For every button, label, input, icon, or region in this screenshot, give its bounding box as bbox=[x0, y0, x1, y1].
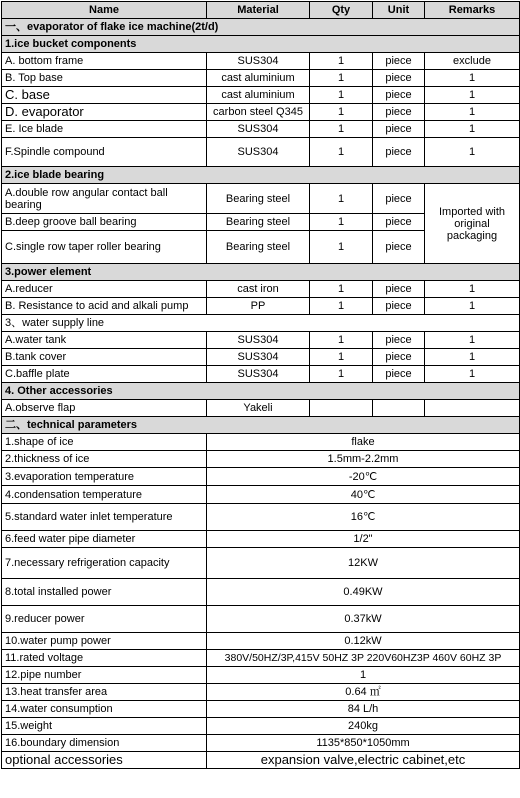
cell-qty: 1 bbox=[310, 332, 373, 349]
cell-qty: 1 bbox=[310, 70, 373, 87]
cell-remarks: 1 bbox=[425, 138, 520, 167]
table-row bbox=[2, 87, 520, 104]
cell-material: SUS304 bbox=[207, 138, 310, 167]
cell-material: Bearing steel bbox=[207, 231, 310, 264]
cell-remarks: 1 bbox=[425, 332, 520, 349]
cell-name: C.single row taper roller bearing bbox=[2, 231, 207, 264]
cell-material: SUS304 bbox=[207, 349, 310, 366]
cell-remarks: 1 bbox=[425, 70, 520, 87]
cell-name: C. base bbox=[2, 87, 207, 104]
cell-name: B.tank cover bbox=[2, 349, 207, 366]
cell-material: Bearing steel bbox=[207, 184, 310, 214]
cell-unit: piece bbox=[373, 138, 425, 167]
cell-remarks: 1 bbox=[425, 298, 520, 315]
table-row bbox=[2, 184, 520, 214]
param-value: -20℃ bbox=[207, 468, 520, 486]
cell-name: D. evaporator bbox=[2, 104, 207, 121]
section-title: 一、evaporator of flake ice machine(2t/d) bbox=[2, 19, 520, 36]
cell-unit: piece bbox=[373, 53, 425, 70]
cell-qty: 1 bbox=[310, 214, 373, 231]
optional-value: expansion valve,electric cabinet,etc bbox=[207, 752, 520, 769]
table-row bbox=[2, 121, 520, 138]
cell-qty: 1 bbox=[310, 366, 373, 383]
cell-unit: piece bbox=[373, 281, 425, 298]
cell-unit: piece bbox=[373, 231, 425, 264]
param-row bbox=[2, 486, 520, 504]
param-name: 11.rated voltage bbox=[2, 650, 207, 667]
cell-remarks: 1 bbox=[425, 121, 520, 138]
param-value: 0.37kW bbox=[207, 606, 520, 633]
param-value: 0.64 ㎡ bbox=[207, 684, 520, 701]
cell-material: PP bbox=[207, 298, 310, 315]
param-name: 13.heat transfer area bbox=[2, 684, 207, 701]
param-name: 8.total installed power bbox=[2, 579, 207, 606]
cell-qty: 1 bbox=[310, 184, 373, 214]
cell-unit: piece bbox=[373, 104, 425, 121]
param-name: 4.condensation temperature bbox=[2, 486, 207, 504]
cell-material: carbon steel Q345 bbox=[207, 104, 310, 121]
param-value: 240kg bbox=[207, 718, 520, 735]
cell-remarks-merged: Imported with original packaging bbox=[425, 184, 520, 264]
param-name: 3.evaporation temperature bbox=[2, 468, 207, 486]
cell-qty: 1 bbox=[310, 281, 373, 298]
section-title: 3、water supply line bbox=[2, 315, 520, 332]
cell-qty: 1 bbox=[310, 298, 373, 315]
param-name: 9.reducer power bbox=[2, 606, 207, 633]
param-value: 0.49KW bbox=[207, 579, 520, 606]
cell-unit: piece bbox=[373, 214, 425, 231]
section-row bbox=[2, 167, 520, 184]
table-row bbox=[2, 70, 520, 87]
cell-remarks bbox=[425, 400, 520, 417]
cell-unit: piece bbox=[373, 332, 425, 349]
cell-unit bbox=[373, 400, 425, 417]
param-row bbox=[2, 531, 520, 548]
param-row bbox=[2, 579, 520, 606]
section-row bbox=[2, 383, 520, 400]
cell-qty: 1 bbox=[310, 121, 373, 138]
table-row bbox=[2, 281, 520, 298]
param-name: 16.boundary dimension bbox=[2, 735, 207, 752]
header-remarks: Remarks bbox=[425, 2, 520, 19]
table-row bbox=[2, 332, 520, 349]
param-row bbox=[2, 701, 520, 718]
cell-remarks: 1 bbox=[425, 366, 520, 383]
param-value: flake bbox=[207, 434, 520, 451]
param-name: 15.weight bbox=[2, 718, 207, 735]
section-row bbox=[2, 417, 520, 434]
cell-qty: 1 bbox=[310, 231, 373, 264]
cell-unit: piece bbox=[373, 87, 425, 104]
cell-unit: piece bbox=[373, 366, 425, 383]
optional-name: optional accessories bbox=[2, 752, 207, 769]
cell-remarks: 1 bbox=[425, 104, 520, 121]
cell-material: cast aluminium bbox=[207, 70, 310, 87]
cell-unit: piece bbox=[373, 298, 425, 315]
param-row bbox=[2, 735, 520, 752]
param-name: 6.feed water pipe diameter bbox=[2, 531, 207, 548]
param-name: 1.shape of ice bbox=[2, 434, 207, 451]
param-row bbox=[2, 468, 520, 486]
param-row bbox=[2, 633, 520, 650]
param-row bbox=[2, 718, 520, 735]
cell-unit: piece bbox=[373, 184, 425, 214]
param-value: 84 L/h bbox=[207, 701, 520, 718]
param-row bbox=[2, 548, 520, 579]
cell-name: B.deep groove ball bearing bbox=[2, 214, 207, 231]
param-value: 1/2" bbox=[207, 531, 520, 548]
section-title: 二、technical parameters bbox=[2, 417, 520, 434]
section-title: 3.power element bbox=[2, 264, 520, 281]
cell-name: B. Resistance to acid and alkali pump bbox=[2, 298, 207, 315]
cell-unit: piece bbox=[373, 349, 425, 366]
param-value: 1135*850*1050mm bbox=[207, 735, 520, 752]
cell-material: SUS304 bbox=[207, 366, 310, 383]
cell-material: cast iron bbox=[207, 281, 310, 298]
optional-row bbox=[2, 752, 520, 769]
section-title: 1.ice bucket components bbox=[2, 36, 520, 53]
param-value: 12KW bbox=[207, 548, 520, 579]
table-row bbox=[2, 104, 520, 121]
section-title: 4. Other accessories bbox=[2, 383, 520, 400]
table-row bbox=[2, 349, 520, 366]
section-title: 2.ice blade bearing bbox=[2, 167, 520, 184]
cell-remarks: 1 bbox=[425, 349, 520, 366]
cell-name: A.water tank bbox=[2, 332, 207, 349]
param-name: 12.pipe number bbox=[2, 667, 207, 684]
param-row bbox=[2, 667, 520, 684]
cell-name: A.reducer bbox=[2, 281, 207, 298]
param-row bbox=[2, 650, 520, 667]
header-material: Material bbox=[207, 2, 310, 19]
param-value: 40℃ bbox=[207, 486, 520, 504]
cell-qty: 1 bbox=[310, 87, 373, 104]
cell-qty: 1 bbox=[310, 349, 373, 366]
cell-qty: 1 bbox=[310, 138, 373, 167]
cell-name: E. Ice blade bbox=[2, 121, 207, 138]
param-name: 10.water pump power bbox=[2, 633, 207, 650]
table-row bbox=[2, 298, 520, 315]
header-row bbox=[2, 2, 520, 19]
param-value: 16℃ bbox=[207, 504, 520, 531]
cell-name: A. bottom frame bbox=[2, 53, 207, 70]
cell-name: F.Spindle compound bbox=[2, 138, 207, 167]
param-value: 1 bbox=[207, 667, 520, 684]
cell-remarks: 1 bbox=[425, 281, 520, 298]
cell-material: SUS304 bbox=[207, 121, 310, 138]
cell-material: SUS304 bbox=[207, 53, 310, 70]
cell-material: Bearing steel bbox=[207, 214, 310, 231]
cell-qty: 1 bbox=[310, 104, 373, 121]
cell-remarks: 1 bbox=[425, 87, 520, 104]
param-value: 1.5mm-2.2mm bbox=[207, 451, 520, 468]
param-name: 7.necessary refrigeration capacity bbox=[2, 548, 207, 579]
param-row bbox=[2, 434, 520, 451]
header-name: Name bbox=[2, 2, 207, 19]
header-unit: Unit bbox=[373, 2, 425, 19]
cell-qty bbox=[310, 400, 373, 417]
section-row bbox=[2, 36, 520, 53]
param-row bbox=[2, 684, 520, 701]
param-name: 14.water consumption bbox=[2, 701, 207, 718]
param-name: 5.standard water inlet temperature bbox=[2, 504, 207, 531]
param-row bbox=[2, 451, 520, 468]
cell-name: A.double row angular contact ball bearing bbox=[2, 184, 207, 214]
cell-material: SUS304 bbox=[207, 332, 310, 349]
section-row bbox=[2, 315, 520, 332]
param-name: 2.thickness of ice bbox=[2, 451, 207, 468]
param-value: 0.12kW bbox=[207, 633, 520, 650]
cell-unit: piece bbox=[373, 121, 425, 138]
cell-remarks: exclude bbox=[425, 53, 520, 70]
table-row bbox=[2, 138, 520, 167]
param-row bbox=[2, 606, 520, 633]
table-row bbox=[2, 400, 520, 417]
cell-unit: piece bbox=[373, 70, 425, 87]
cell-name: A.observe flap bbox=[2, 400, 207, 417]
cell-material: cast aluminium bbox=[207, 87, 310, 104]
spec-table bbox=[1, 1, 520, 769]
table-row bbox=[2, 366, 520, 383]
table-row bbox=[2, 53, 520, 70]
cell-material: Yakeli bbox=[207, 400, 310, 417]
cell-name: B. Top base bbox=[2, 70, 207, 87]
header-qty: Qty bbox=[310, 2, 373, 19]
section-row bbox=[2, 264, 520, 281]
cell-qty: 1 bbox=[310, 53, 373, 70]
section-row bbox=[2, 19, 520, 36]
param-value: 380V/50HZ/3P,415V 50HZ 3P 220V60HZ3P 460V 60HZ 3P bbox=[207, 650, 520, 667]
cell-name: C.baffle plate bbox=[2, 366, 207, 383]
param-row bbox=[2, 504, 520, 531]
